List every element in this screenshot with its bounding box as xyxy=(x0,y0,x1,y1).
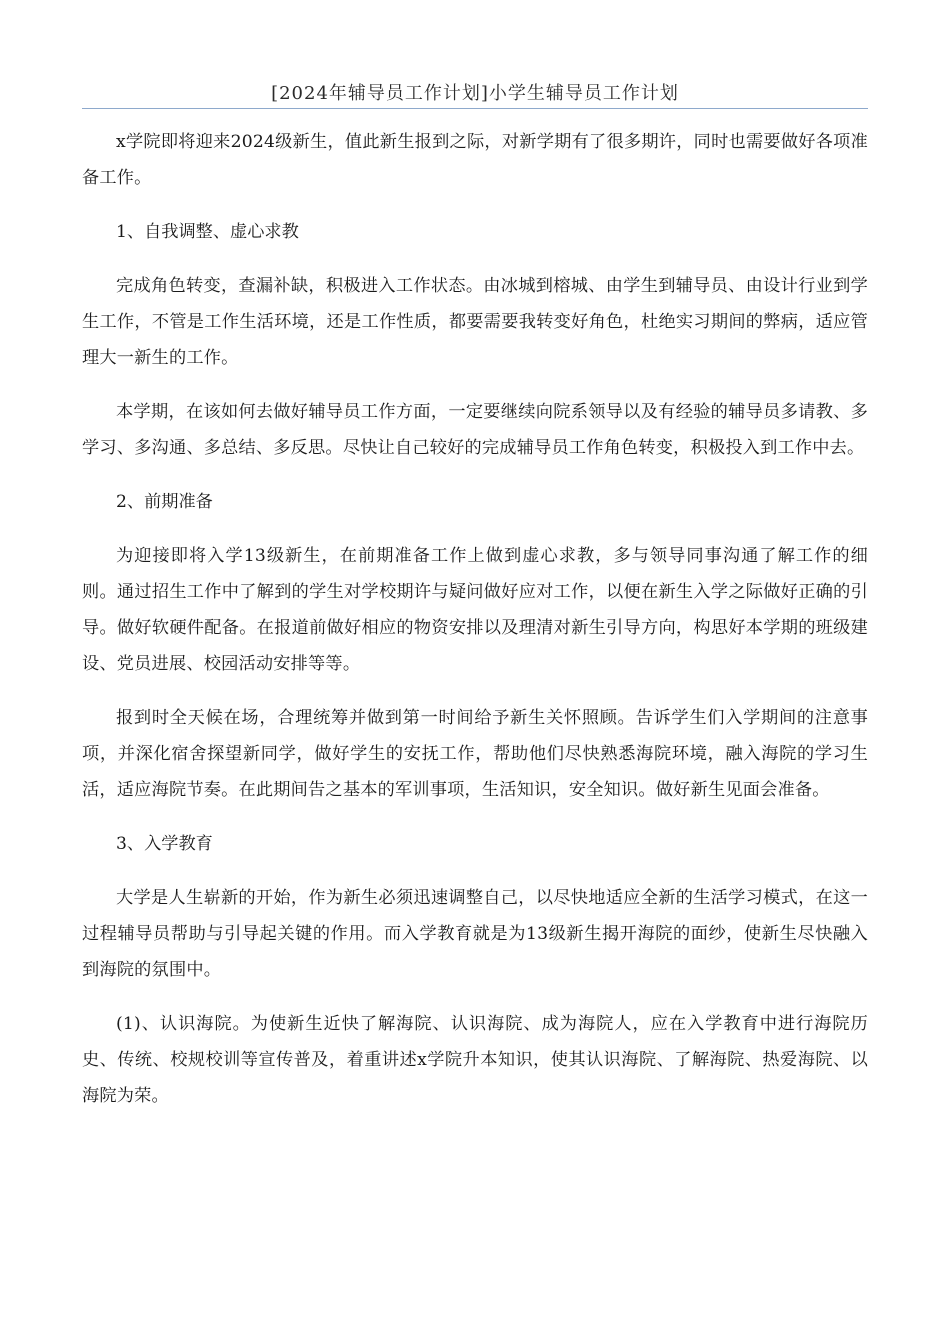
paragraph: 报到时全天候在场，合理统筹并做到第一时间给予新生关怀照顾。告诉学生们入学期间的注意事项，并深化宿舍探望新同学，做好学生的安抚工作，帮助他们尽快熟悉海院环境，融入海院的学习生活，适应海院节奏。在此期间告之基本的军训事项，生活知识，安全知识。做好新生见面会准备。 xyxy=(82,708,868,800)
paragraph: 完成角色转变，查漏补缺，积极进入工作状态。由冰城到榕城、由学生到辅导员、由设计行业到学生工作，不管是工作生活环境，还是工作性质，都要需要我转变好角色，杜绝实习期间的弊病，适应管理大一新生的工作。 xyxy=(82,276,868,368)
page-title: [2024年辅导员工作计划]小学生辅导员工作计划 xyxy=(271,83,679,104)
paragraph: 为迎接即将入学13级新生，在前期准备工作上做到虚心求教，多与领导同事沟通了解工作的细则。通过招生工作中了解到的学生对学校期许与疑问做好应对工作，以便在新生入学之际做好正确的引导。做好软硬件配备。在报道前做好相应的物资安排以及理清对新生引导方向，构思好本学期的班级建设、党员进展、校园活动安排等等。 xyxy=(82,546,868,674)
header-divider xyxy=(82,108,868,109)
intro-paragraph: x学院即将迎来2024级新生，值此新生报到之际，对新学期有了很多期许，同时也需要做好各项准备工作。 xyxy=(82,132,868,188)
section-heading-2: 2、前期准备 xyxy=(116,492,213,512)
document-body xyxy=(82,124,868,1132)
paragraph: 本学期，在该如何去做好辅导员工作方面，一定要继续向院系领导以及有经验的辅导员多请教、多学习、多沟通、多总结、多反思。尽快让自己较好的完成辅导员工作角色转变，积极投入到工作中去。 xyxy=(82,402,868,458)
paragraph: 大学是人生崭新的开始，作为新生必须迅速调整自己，以尽快地适应全新的生活学习模式，在这一过程辅导员帮助与引导起关键的作用。而入学教育就是为13级新生揭开海院的面纱，使新生尽快融入到海院的氛围中。 xyxy=(82,888,868,980)
section-heading-3: 3、入学教育 xyxy=(116,834,213,854)
section-heading-1: 1、自我调整、虚心求教 xyxy=(116,222,299,242)
paragraph: (1)、认识海院。为使新生近快了解海院、认识海院、成为海院人，应在入学教育中进行海院历史、传统、校规校训等宣传普及，着重讲述x学院升本知识，使其认识海院、了解海院、热爱海院、以海院为荣。 xyxy=(82,1014,868,1106)
